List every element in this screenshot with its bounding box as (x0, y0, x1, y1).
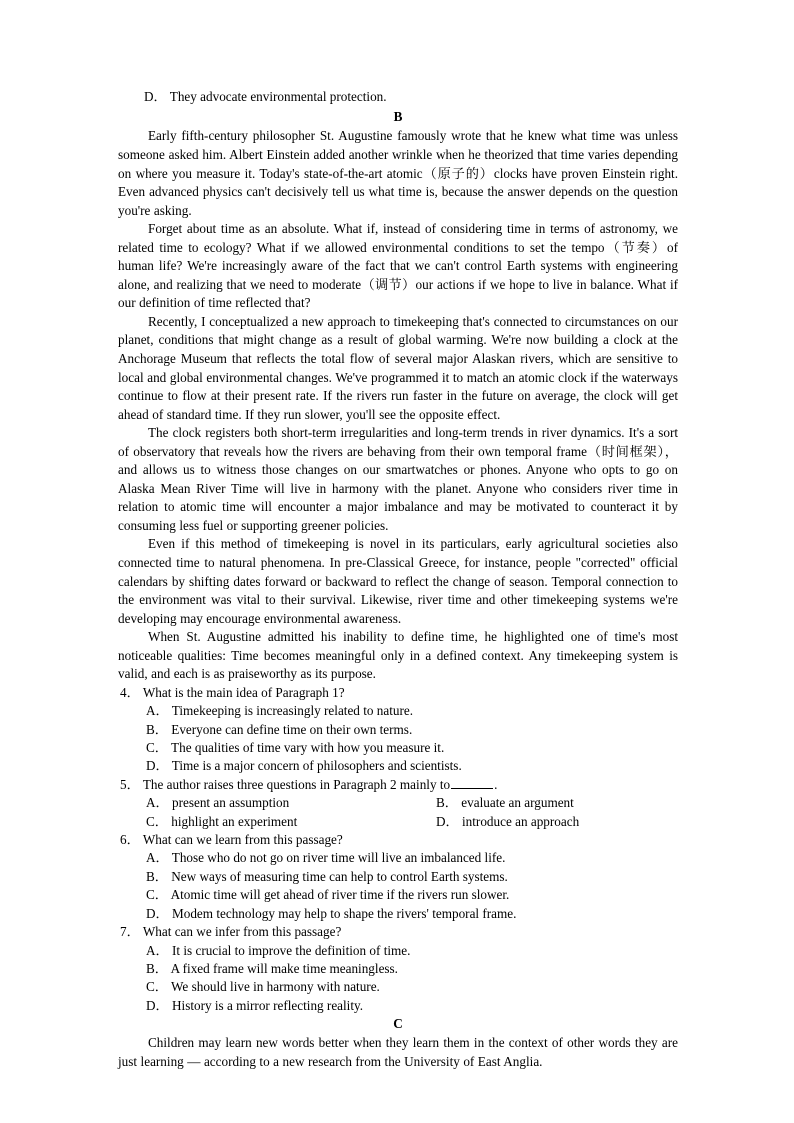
option-letter: A． (146, 850, 169, 866)
option-letter: C． (146, 740, 168, 756)
question-6-stem (118, 831, 678, 849)
option-text: It is crucial to improve the definition of time. (172, 942, 411, 958)
option-text: New ways of measuring time can help to control Earth systems. (171, 868, 508, 884)
answer-blank[interactable] (451, 777, 493, 789)
question-4 (118, 684, 678, 776)
question-6-option-b[interactable] (118, 868, 678, 886)
question-4-stem (118, 684, 678, 702)
option-letter: B． (146, 721, 168, 737)
option-text: They advocate environmental protection. (169, 89, 387, 104)
option-text: evaluate an argument (461, 795, 574, 811)
option-letter: D． (144, 89, 167, 104)
question-4-option-b[interactable] (118, 721, 678, 739)
question-6 (118, 831, 678, 923)
question-5-option-a[interactable] (146, 794, 412, 812)
question-7-stem (118, 923, 678, 941)
question-5-option-row-2 (118, 813, 678, 831)
question-5-text: The author raises three questions in Paragraph 2 mainly to (142, 776, 451, 792)
question-4-number: 4． (120, 684, 140, 700)
question-5 (118, 776, 678, 831)
passage-paragraph-2: Forget about time as an absolute. What if, instead of considering time in terms of astronomy, we related time to ecology? What if we allowed environmental conditions to set the tempo（节奏）of human life? We're increasingly aware of the fact that we can't control Earth systems with engineering alone, and realizing that we need to moderate（调节）our actions if we hope to live in balance. What if our definition of time reflected that? (118, 221, 678, 311)
option-text: History is a mirror reflecting reality. (172, 997, 364, 1013)
question-7 (118, 923, 678, 1015)
section-c-paragraph-1: Children may learn new words better when they learn them in the context of other words they are just learning — according to a new research from the University of East Anglia. (118, 1035, 678, 1069)
question-6-option-d[interactable] (118, 905, 678, 923)
question-6-text: What can we learn from this passage? (142, 832, 343, 848)
option-letter: C． (146, 813, 168, 829)
question-5-option-c[interactable] (146, 813, 412, 831)
option-text: Atomic time will get ahead of river time if the rivers run slower. (170, 887, 510, 903)
option-letter: A． (146, 942, 169, 958)
option-letter: B． (146, 868, 168, 884)
option-letter: A． (146, 795, 169, 811)
option-text: highlight an experiment (171, 813, 298, 829)
option-text: Those who do not go on river time will live an imbalanced life. (171, 850, 506, 866)
option-text: The qualities of time vary with how you measure it. (171, 740, 445, 756)
option-text: Modem technology may help to shape the rivers' temporal frame. (172, 905, 517, 921)
option-letter: D． (146, 905, 169, 921)
question-5-option-b[interactable] (412, 794, 678, 812)
option-letter: C． (146, 979, 168, 995)
carryover-option-d (118, 88, 678, 106)
section-heading-b: B (393, 109, 403, 125)
passage-paragraph-4: The clock registers both short-term irregularities and long-term trends in river dynamics. It's a sort of observatory that reveals how the rivers are behaving from their own temporal frame（时间框架），and allows us to witness those changes on our smartwatches or phones. Anyone who opts to go on Alaska Mean River Time will live in harmony with the planet. Anyone who considers river time in relation to atomic time will encounter a major imbalance and may be motivated to counteract it by consuming less fuel or supporting greener policies. (118, 425, 678, 533)
question-5-number: 5． (120, 776, 140, 792)
option-text: A fixed frame will make time meaningless. (170, 960, 398, 976)
passage-paragraph-6: When St. Augustine admitted his inability to define time, he highlighted one of time's most noticeable qualities: Time becomes meaningful only in a defined context. Any timekeeping system is valid, and each is as praiseworthy as its purpose. (118, 629, 678, 682)
question-4-text: What is the main idea of Paragraph 1? (142, 684, 345, 700)
passage-paragraph-5: Even if this method of timekeeping is novel in its particulars, early agricultural societies also connected time to natural phenomena. In pre-Classical Greece, for instance, people "corrected" official calendars by shifting dates forward or backward to reflect the change of season. Temporal connection to the environment was vital to their survival. Likewise, river time and other timekeeping systems we're developing may encourage environmental awareness. (118, 536, 678, 626)
option-text: We should live in harmony with nature. (171, 979, 380, 995)
option-text: present an assumption (172, 795, 290, 811)
option-letter: B． (146, 960, 168, 976)
question-7-option-c[interactable] (118, 978, 678, 996)
question-6-option-c[interactable] (118, 886, 678, 904)
question-7-option-b[interactable] (118, 960, 678, 978)
text-column (118, 88, 678, 1071)
question-6-option-a[interactable] (118, 849, 678, 867)
option-text: Timekeeping is increasingly related to nature. (171, 703, 414, 719)
question-4-option-d[interactable] (118, 757, 678, 775)
option-letter: B． (436, 795, 458, 811)
question-6-number: 6． (120, 832, 140, 848)
option-letter: D． (146, 997, 169, 1013)
section-heading-c: C (393, 1016, 403, 1032)
question-5-option-row-1 (118, 794, 678, 812)
passage-paragraph-1: Early fifth-century philosopher St. Augustine famously wrote that he knew what time was unless someone asked him. Albert Einstein added another wrinkle when he theorized that time varies depending on where you measure it. Today's state-of-the-art atomic（原子的）clocks have proven Einstein right. Even advanced physics can't decisively tell us what time is, because the answer depends on the question you're asking. (118, 128, 678, 218)
question-5-stem (118, 776, 678, 794)
question-7-option-a[interactable] (118, 942, 678, 960)
question-5-text-tail: . (494, 776, 498, 792)
option-text: Time is a major concern of philosophers and scientists. (171, 758, 462, 774)
question-4-option-c[interactable] (118, 739, 678, 757)
question-7-number: 7． (120, 924, 140, 940)
question-5-option-d[interactable] (412, 813, 678, 831)
option-letter: D． (146, 758, 169, 774)
option-letter: D． (436, 813, 459, 829)
question-7-option-d[interactable] (118, 997, 678, 1015)
passage-paragraph-3: Recently, I conceptualized a new approach to timekeeping that's connected to circumstances on our planet, conditions that might change as a result of global warming. We're now building a clock at the Anchorage Museum that reflects the total flow of several major Alaskan rivers, which are sensitive to local and global environmental changes. We've programmed it to match an atomic clock if the waterways continue to flow at their present rate. If the rivers run faster in the future on average, the clock will get ahead of standard time. If they run slower, you'll see the opposite effect. (118, 313, 678, 422)
option-text: introduce an approach (462, 813, 580, 829)
option-letter: C． (146, 887, 168, 903)
question-4-option-a[interactable] (118, 702, 678, 720)
question-7-text: What can we infer from this passage? (142, 924, 342, 940)
option-letter: A． (146, 703, 169, 719)
option-text: Everyone can define time on their own terms. (171, 721, 413, 737)
